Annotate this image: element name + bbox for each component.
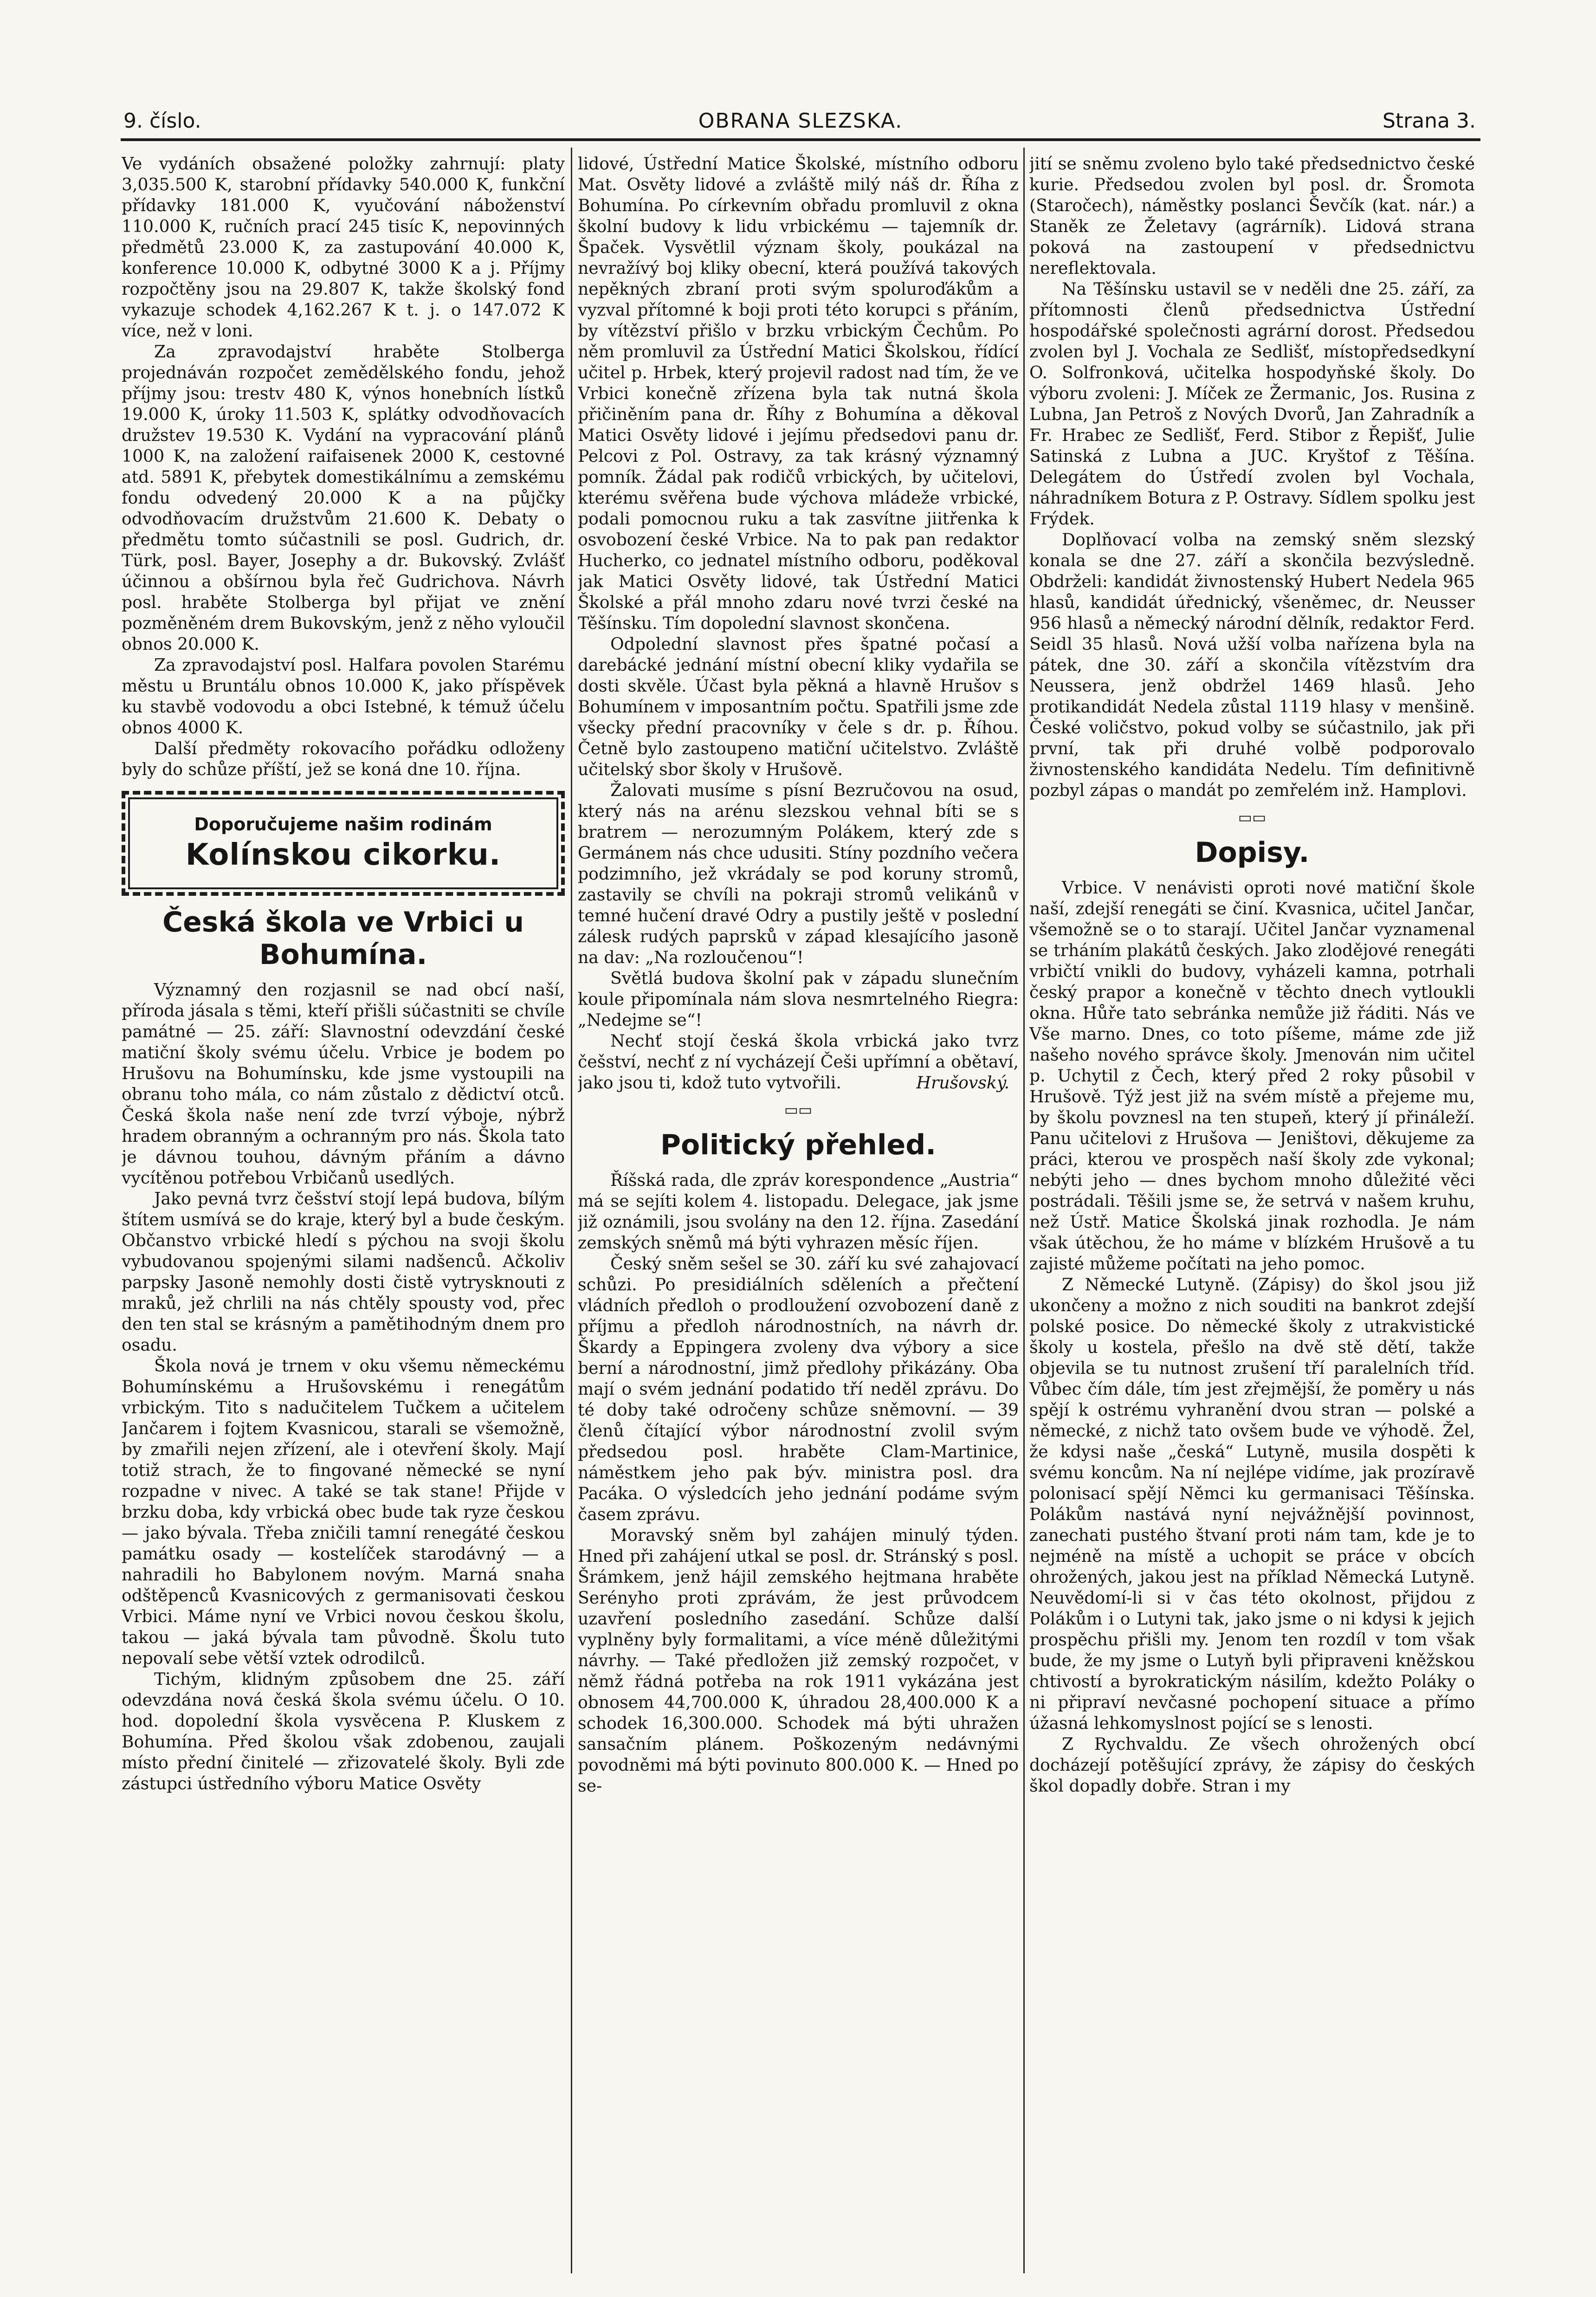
- advertisement-box: [122, 791, 565, 896]
- article-heading: Česká škola ve Vrbici u Bohumína.: [162, 906, 524, 971]
- paragraph: Odpolední slavnost přes špatné počasí a darebácké jednání místní obecní kliky vydařila se dosti skvěle. Účast byla pěkná a hlavně Hrušov s Bohumínem v imposantním počtu. Spatřili jsme zde všecky přední pracovníky v čele s dr. p. Říhou. Četně bylo zastoupeno matiční učitelstvo. Zvláště učitelský sbor školy v Hrušově.: [578, 634, 1019, 779]
- page-header: [121, 104, 1480, 137]
- paragraph: Škola nová je trnem v oku všemu německému Bohumínskému a Hrušovskému i renegátům vrbickým. Tito s nadučitelem Tučkem a učitelem Jančarem i fojtem Kvasnicou, starali se všemožně, by zmařili nejen zřízení, ale i otevření školy. Mají totiž strach, že to fingované německé se nyní rozpadne v nivec. A také se tak stane! Přijde v brzku doba, kdy vrbická obec bude tak ryze českou — jako bývala. Třeba zničili tamní renegáté českou památku osady — kostelíček starodávný — a nahradili ho Babylonem novým. Marná snaha odštěpenců Kvasnicových z germanisovati českou Vrbici. Máme nyní ve Vrbici novou českou školu, takou — jaká bývala tam původně. Školu tuto nepovalí sebe větší vztek odrodilců.: [122, 1356, 565, 1668]
- section-heading: Dopisy.: [1195, 836, 1310, 869]
- paragraph: Říšská rada, dle zpráv korespondence „Austria“ má se sejíti kolem 4. listopadu. Delegace, jak jsme již oznámili, jsou svolány na den 12. října. Zasedání zemských sněmů má býti vyhrazen měsíc říjen.: [578, 1170, 1019, 1253]
- section-heading: Politický přehled.: [660, 1129, 936, 1161]
- paragraph: Z Německé Lutyně. (Zápisy) do škol jsou již ukončeny a možno z nich souditi na bankrot zdejší polské posice. Do německé školy z utrakvistické školy u kostela, přešlo na dvě stě dětí, takže objevila se tu nutnost zrušení tří paralelních tříd. Vůbec čím dále, tím jest zřejmější, že poměry u nás spějí k ostrému vyhranění dvou stran — polské a německé, z nichž tato ovšem bude ve výhodě. Žel, že kdysi naše „česká“ Lutyně, musila dospěti k svému koncům. Na ní nejlépe vidíme, jak prozíravě polonisací spějí Němci ku germanisaci Těšínska. Polákům nastává nyní nejvážnější povinnost, zanechati pustého štvaní proti nám tam, kde je to nejméně na místě a uchopit se práce v obcích ohrožených, jakou jest na příklad Německá Lutyně. Neuvědomí-li si v čas této okolnost, přijdou z Polákům i o Lutyni tak, jako jsme o ni kdysi k jejich prospěchu přišli my. Jenom ten rozdíl v tom však bude, že my jsme o Lutyň byli připraveni kněžskou chtivostí a byrokratickým násilím, kdežto Poláky o ni připraví nevčasné pochopení situace a přímo úžasná lehkomyslnost pojící se s lenosti.: [1029, 1275, 1475, 1733]
- paragraph: jití se sněmu zvoleno bylo také předsednictvo české kurie. Předsedou zvolen byl posl. dr. Šromota (Staročech), náměstky poslanci Ševčík (kat. nár.) a Staněk ze Želetavy (agrárník). Lidová strana poková na zastoupení v předsednictvu nereflektovala.: [1029, 154, 1475, 278]
- column-divider: [1023, 148, 1025, 2273]
- ad-tagline: Doporučujeme našim rodinám: [194, 814, 492, 835]
- paragraph: Tichým, klidným způsobem dne 25. září odevzdána nová česká škola svému účelu. O 10. hod. dopolední škola vysvěcena P. Kluskem z Bohumína. Před školou však zdobenou, zaujali místo přední činitelé — zřizovatelé školy. Byli zde zástupci ústředního výboru Matice Osvěty: [122, 1669, 565, 1793]
- paragraph: Žalovati musíme s písní Bezručovou na osud, který nás na arénu slezskou vehnal bíti se s bratrem — nerozumným Polákem, který zde s Germánem nás chce udusiti. Stíny pozdního večera podzimního, jež vkrádaly se pod koruny stromů, zastavily se chvíli na pokraji stromů velikánů v temné hučení dravé Odry a pustily ještě v poslední zálesk rudých paprsků v západ klesajícího jasoně na dav: „Na rozloučenou“!: [578, 780, 1019, 967]
- paragraph: Vrbice. V nenávisti oproti nové matiční škole naší, zdejší renegáti se činí. Kvasnica, učitel Jančar, všemožně se o to starají. Učitel Jančar vyznamenal se trháním plakátů českých. Jako zlodějové renegáti vrbičtí vnikli do budovy, vyházeli kamna, potrhali český prapor a konečně v těchto dnech vytloukli okna. Hůře tato sebránka nemůže již řáditi. Nás ve Vše marno. Dnes, co toto píšeme, máme zde již našeho nového správce školy. Jmenován nim učitel p. Uchytil z Čech, který před 2 roky působil v Hrušově. Týž jest již na svém místě a přejeme mu, by školu povznesl na ten stupeň, který jí přináleží. Panu učitelovi z Hrušova — Jeništovi, děkujeme za práci, kterou ve prospěch naší školy zde vykonal; nebýti jeho — dnes bychom mnoho důležité věci postrádali. Těšili jsme se, že setrvá v našem kruhu, než Ústř. Matice Školská jinak rozhodla. Je nám však útěchou, že ho máme v blízkém Hrušově a tu zajisté můžeme počítati na jeho pomoc.: [1029, 878, 1475, 1274]
- newspaper-title: OBRANA SLEZSKA.: [698, 109, 903, 133]
- paragraph: Český sněm sešel se 30. září ku své zahajovací schůzi. Po presidiálních sděleních a přečtení vládních předloh o prodloužení ozvobození daně z příjmu a předloh národnostních, na návrh dr. Škardy a Eppingera zvoleny dva výbory a sice berní a národnostní, jimž předlohy přikázány. Oba mají o svém jednání podatido tří neděl zprávu. Do té doby také odročeny schůze sněmovní. — 39 členů čítající výbor národnostní zvolil svým předsedou posl. hraběte Clam-Martinice, náměstkem jeho pak býv. ministra posl. dra Pacáka. O výsledcích jeho jednání podáme svým časem zprávu.: [578, 1254, 1019, 1524]
- section-separator: ▭▭: [1238, 809, 1266, 826]
- paragraph: Za zpravodajství posl. Halfara povolen Starému městu u Bruntálu obnos 10.000 K, jako příspěvek ku stavbě vodovodu a obci Istebné, k témuž účelu obnos 4000 K.: [122, 655, 565, 738]
- paragraph: Další předměty rokovacího pořádku odloženy byly do schůze příští, jež se koná dne 10. října.: [122, 738, 565, 779]
- paragraph: Významný den rozjasnil se nad obcí naší, příroda jásala s těmi, kteří přišli súčastniti se chvíle památné — 25. září: Slavnostní odevzdání české matiční školy svému účelu. Vrbice je bodem po Hrušovu na Bohumínsku, kde jsme vystoupili na obranu toho mála, co nám zůstalo z dědictví otců. Česká škola naše není zde tvrzí výboje, nýbrž hradem obranným a ochranným pro nás. Škola tato je dávnou touhou, dávným přáním a dávno vycítěnou potřebou Vrbičanů usedlých.: [122, 980, 565, 1188]
- column-1: [122, 153, 565, 2279]
- ad-product: Kolínskou cikorku.: [185, 838, 501, 872]
- paragraph: Nechť stojí česká škola vrbická jako tvrz češství, nechť z ní vycházejí Češi upřímní a obětaví, jako jsou ti, kdož tuto vytvořili.: [578, 1031, 1019, 1093]
- section-separator: ▭▭: [784, 1101, 813, 1119]
- header-rule: [121, 138, 1480, 141]
- author-signature: Hrušovský.: [916, 1073, 1009, 1093]
- issue-number: 9. číslo.: [123, 109, 201, 133]
- paragraph: Ve vydáních obsažené položky zahrnují: platy 3,035.500 K, starobní přídavky 540.000 K, funkční přídavky 181.000 K, vyučování náboženství 110.000 K, ručních prací 245 tisíc K, nepovinných předmětů 23.000 K, za zastupování 40.000 K, konference 10.000 K, odbytné 3000 K a j. Příjmy rozpočtěny jsou na 29.807 K, takže školský fond vykazuje schodek 4,162.267 K t. j. o 147.072 K více, než v loni.: [122, 154, 565, 341]
- paragraph: Z Rychvaldu. Ze všech ohrožených obcí docházejí potěšující zprávy, že zápisy do českých škol dopadly dobře. Stran i my: [1029, 1734, 1475, 1796]
- paragraph: lidové, Ústřední Matice Školské, místního odboru Mat. Osvěty lidové a zvláště milý náš dr. Říha z Bohumína. Po církevním obřadu promluvil z okna školní budovy k lidu vrbickému — tajemník dr. Špaček. Vysvětlil význam školy, poukázal na nevražívý boj kliky obecní, která používá takových nepěkných zbraní proti svým spoluroďákům a vyzval přítomné k boji proti této korupci s přáním, by vítězství přišlo v brzku vrbickým Čechům. Po něm promluvil za Ústřední Matici Školskou, řídící učitel p. Hrbek, který projevil radost nad tím, že ve Vrbici konečně zřízena byla tak nutná škola přičiněním pana dr. Říhy z Bohumína a děkoval Matici Osvěty lidové i jejímu předsedovi panu dr. Pelcovi z Pol. Ostravy, za tak krásný významný pomník. Žádal pak rodičů vrbických, by učitelovi, kterému svěřena bude výchova mládeže vrbické, podali pomocnou ruku a tak zasvítne jiitřenka k osvobození české Vrbice. Na to pak pan redaktor Hucherko, co jednatel místního odboru, poděkoval jak Matici Osvěty lidové, tak Ústřední Matici Školské a přál mnoho zdaru nové tvrzi české na Těšínsku. Tím dopolední slavnost skončena.: [578, 154, 1019, 633]
- column-divider: [571, 148, 572, 2273]
- page-number: Strana 3.: [1382, 109, 1476, 133]
- paragraph: Doplňovací volba na zemský sněm slezský konala se dne 27. září a skončila bezvýsledně. Obdrželi: kandidát živnostenský Hubert Nedela 965 hlasů, kandidát úřednický, všeněmec, dr. Neusser 956 hlasů a německý národní dělník, redaktor Ferd. Seidl 35 hlasů. Nová užší volba nařízena byla na pátek, dne 30. září a skončila vítězstvím dra Neussera, jenž obdržel 1469 hlasů. Jeho protikandidát Nedela zůstal 1119 hlasy v menšině. České voličstvo, pokud volby se súčastnilo, jak při první, tak při druhé volbě podporovalo živnostenského kandidáta Nedelu. Tím definitivně pozbyl zápas o mandát po zemřelém inž. Hamplovi.: [1029, 530, 1475, 800]
- paragraph: Za zpravodajství hraběte Stolberga projednáván rozpočet zemědělského fondu, jehož příjmy jsou: trestv 480 K, výnos honebních lístků 19.000 K, úroky 11.503 K, splátky odvodňovacích družstev 19.530 K. Vydání na vypracování plánů 1000 K, na založení raifaisenek 2000 K, cestovné atd. 5891 K, přebytek domestikálnímu a zemskému fondu odvedený 20.000 K a na půjčky odvodňovacím družstvům 21.600 K. Debaty o předmětu tomto súčastnili se posl. Gudrich, dr. Türk, posl. Bayer, Josephy a dr. Bukovský. Zvlášť účinnou a obšírnou byla řeč Gudrichova. Návrh posl. hraběte Stolberga byl přijat ve znění pozměněném drem Bukovským, jenž z něho vyloučil obnos 20.000 K.: [122, 342, 565, 654]
- paragraph: Moravský sněm byl zahájen minulý týden. Hned při zahájení utkal se posl. dr. Stránský s posl. Šrámkem, jenž hájil zemského hejtmana hraběte Serényho proti zprávám, že jest průvodcem uzavření posledního zasedání. Schůze další vyplněny byly formalitami, a více méně důležitými návrhy. — Také předložen již zemský rozpočet, v němž řádná potřeba na rok 1911 vykázána jest obnosem 44,700.000 K, úhradou 28,400.000 K a schodek 16,300.000. Schodek má býti uhražen sansačním plánem. Poškozeným nedávnými povodněmi má býti povinuto 800.000 K. — Hned po se-: [578, 1525, 1019, 1796]
- column-3: [1029, 153, 1475, 2279]
- column-2: [578, 153, 1019, 2279]
- paragraph: Světlá budova školní pak v západu slunečním koule připomínala nám slova nesmrtelného Riegra: „Nedejme se“!: [578, 968, 1019, 1030]
- paragraph: Jako pevná tvrz češství stojí lepá budova, bílým štítem usmívá se do kraje, který byl a bude českým. Občanstvo vrbické hledí s pýchou na svoji školu vybudovanou spojenými silami nadšenců. Ačkoliv parpsky Jasoně nemohly dosti čistě vytrysknouti z mraků, jež chrlili na nás chtěly spousty vod, přec den ten stal se krásným a pamětihodným dnem pro osadu.: [122, 1189, 565, 1355]
- paragraph: Na Těšínsku ustavil se v neděli dne 25. září, za přítomnosti členů předsednictva Ústřední hospodářské společnosti agrární dorost. Předsedou zvolen byl J. Vochala ze Sedlišť, místopředsedkyní O. Solfronková, učitelka hospodyňské školy. Do výboru zvoleni: J. Míček ze Žermanic, Jos. Rusina z Lubna, Jan Petroš z Nových Dvorů, Jan Zahradník a Fr. Hrabec ze Sedlišť, Ferd. Stibor z Řepišť, Julie Satinská z Lubna a JUC. Kryštof z Těšína. Delegátem do Ústředí zvolen byl Vochala, náhradníkem Botura z P. Ostravy. Sídlem spolku jest Frýdek.: [1029, 279, 1475, 529]
